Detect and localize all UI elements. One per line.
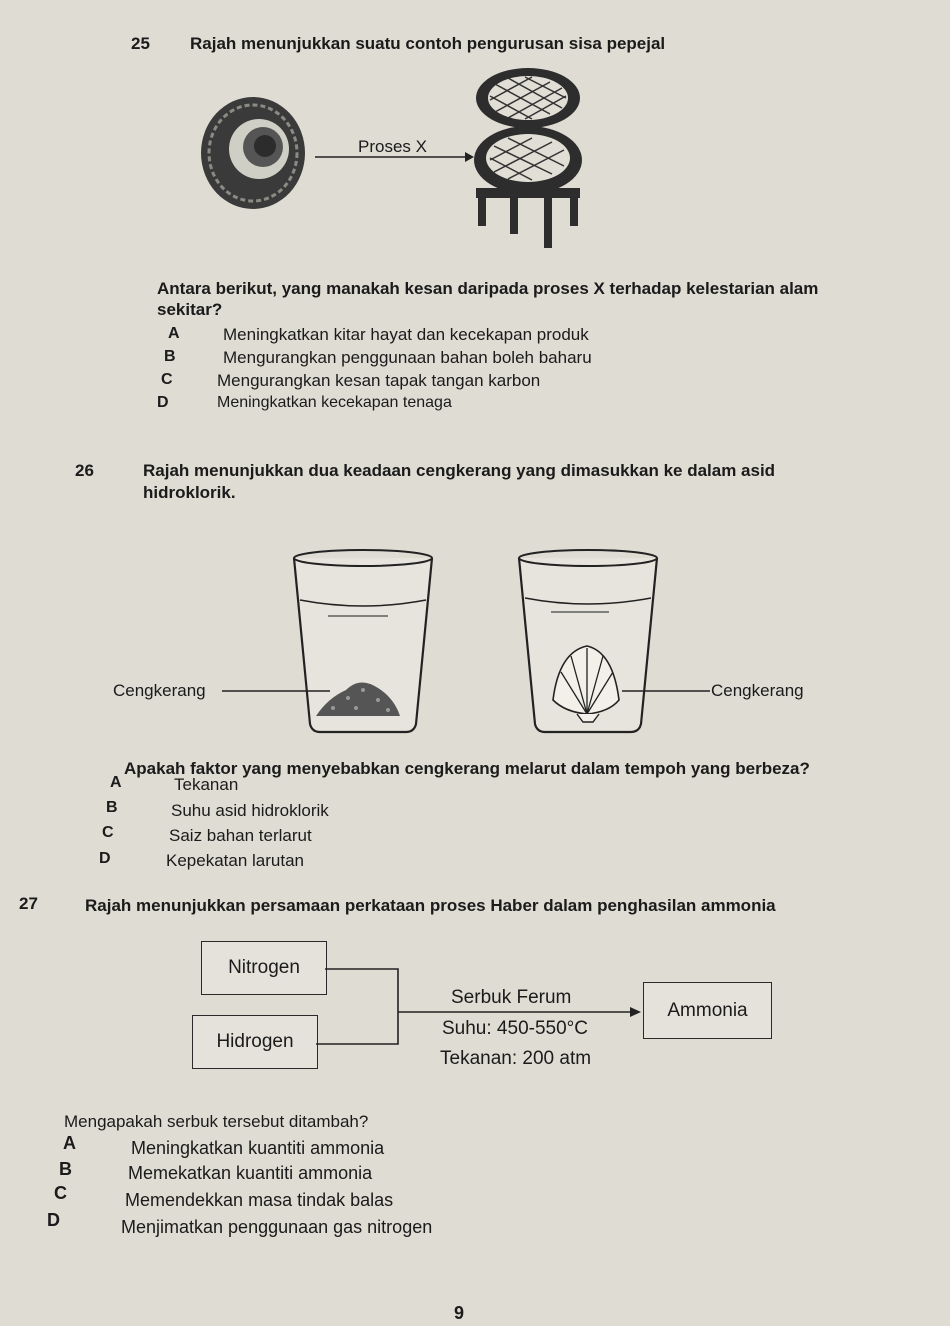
q25-option-b-text[interactable]: Mengurangkan penggunaan bahan boleh baharu bbox=[223, 348, 592, 367]
q26-option-d-text[interactable]: Kepekatan larutan bbox=[166, 851, 304, 870]
process-x-label: Proses X bbox=[358, 137, 427, 156]
q27-question: Mengapakah serbuk tersebut ditambah? bbox=[64, 1112, 369, 1131]
q27-option-c-text[interactable]: Memendekkan masa tindak balas bbox=[125, 1190, 394, 1210]
q25-option-a-letter[interactable]: A bbox=[168, 325, 180, 342]
q26-option-d-letter[interactable]: D bbox=[99, 850, 111, 867]
q25-question-line1: Antara berikut, yang manakah kesan daripada proses X terhadap kelestarian alam bbox=[157, 279, 819, 298]
nitrogen-label: Nitrogen bbox=[228, 957, 300, 978]
q26-option-a-text[interactable]: Tekanan bbox=[174, 775, 239, 794]
q25-stem: Rajah menunjukkan suatu contoh pengurusan sisa pepejal bbox=[190, 34, 666, 53]
q25-option-d-text[interactable]: Meningkatkan kecekapan tenaga bbox=[217, 394, 452, 411]
q27-option-c-letter[interactable]: C bbox=[54, 1183, 67, 1203]
q25-option-b-letter[interactable]: B bbox=[164, 348, 176, 365]
left-shell-label: Cengkerang bbox=[113, 681, 206, 700]
q25-option-c-text[interactable]: Mengurangkan kesan tapak tangan karbon bbox=[217, 371, 541, 390]
q26-number: 26 bbox=[75, 461, 94, 480]
q25-question-line2: sekitar? bbox=[157, 300, 223, 319]
q25-number: 25 bbox=[131, 34, 150, 53]
q27-number: 27 bbox=[19, 894, 38, 913]
q25-option-a-text[interactable]: Meningkatkan kitar hayat dan kecekapan produk bbox=[223, 325, 589, 344]
catalyst-label: Serbuk Ferum bbox=[451, 987, 572, 1008]
q26-option-a-letter[interactable]: A bbox=[110, 774, 122, 791]
q26-question: Apakah faktor yang menyebabkan cengkerang melarut dalam tempoh yang berbeza? bbox=[124, 759, 810, 778]
q27-option-b-text[interactable]: Memekatkan kuantiti ammonia bbox=[128, 1163, 373, 1183]
q25-option-d-letter[interactable]: D bbox=[157, 394, 169, 411]
q27-stem: Rajah menunjukkan persamaan perkataan proses Haber dalam penghasilan ammonia bbox=[85, 896, 776, 915]
temperature-label: Suhu: 450-550°C bbox=[442, 1018, 588, 1039]
page-number: 9 bbox=[454, 1303, 465, 1323]
q26-option-c-text[interactable]: Saiz bahan terlarut bbox=[169, 826, 312, 845]
q26-option-c-letter[interactable]: C bbox=[102, 824, 114, 841]
q27-option-b-letter[interactable]: B bbox=[59, 1159, 72, 1179]
q25-option-c-letter[interactable]: C bbox=[161, 371, 173, 388]
q27-option-a-text[interactable]: Meningkatkan kuantiti ammonia bbox=[131, 1138, 385, 1158]
q26-stem-line2: hidroklorik. bbox=[143, 483, 236, 502]
ammonia-label: Ammonia bbox=[667, 999, 748, 1021]
q27-option-a-letter[interactable]: A bbox=[63, 1133, 76, 1153]
q26-stem-line1: Rajah menunjukkan dua keadaan cengkerang yang dimasukkan ke dalam asid bbox=[143, 461, 776, 480]
q27-option-d-letter[interactable]: D bbox=[47, 1210, 60, 1230]
q26-option-b-text[interactable]: Suhu asid hidroklorik bbox=[171, 801, 329, 820]
hidrogen-label: Hidrogen bbox=[216, 1031, 294, 1052]
q27-option-d-text[interactable]: Menjimatkan penggunaan gas nitrogen bbox=[121, 1217, 433, 1237]
right-shell-label: Cengkerang bbox=[711, 681, 804, 700]
pressure-label: Tekanan: 200 atm bbox=[440, 1048, 592, 1069]
q26-option-b-letter[interactable]: B bbox=[106, 799, 118, 816]
